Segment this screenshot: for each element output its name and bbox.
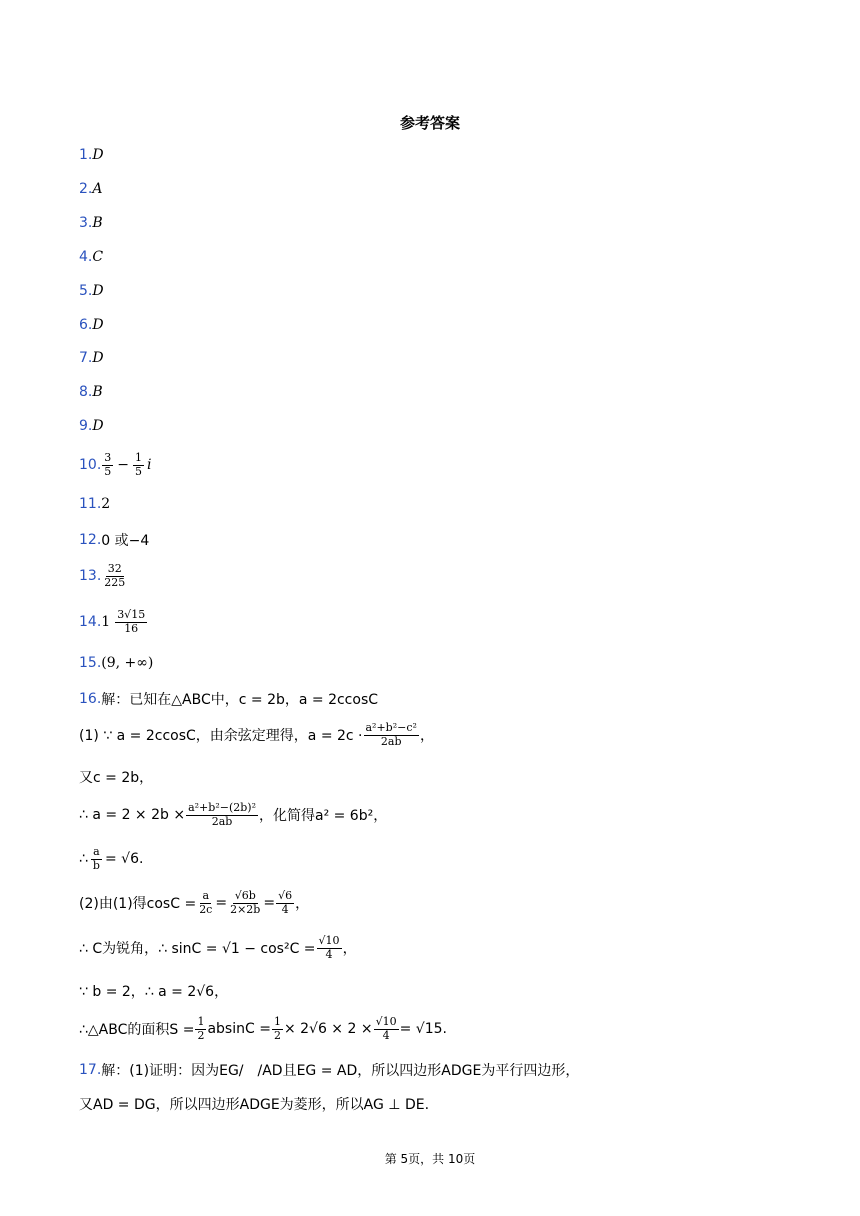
answer-8: 8. B bbox=[79, 384, 103, 400]
answer-16-line6: ∴ C为锐角，∴ sinC = √1 − cos²C = $\frac{√10}{4}$ ， bbox=[79, 934, 357, 961]
answer-16-line1: (1) ∵ a = 2ccosC，由余弦定理得，a = 2c · $\frac{\text{a²+b²−c²}}{2ab}$ ， bbox=[79, 721, 434, 748]
answer-6: 6. D bbox=[79, 317, 104, 333]
answer-3: 3. B bbox=[79, 215, 103, 231]
answer-16-line8: ∴△ABC的面积S = $\frac{1}{2}$ absinC = $\frac{1}{2}$ × 2√6 × 2 × $\frac{√10}{4}$ = √15. bbox=[79, 1015, 447, 1042]
answer-16-line2: 又c = 2b， bbox=[79, 770, 154, 786]
answer-16-line3: ∴ a = 2 × 2b × $\frac{\text{a²+b²−(2b)²}}{2ab}$ ，化简得a² = 6b²， bbox=[79, 801, 388, 828]
answer-1: 1. D bbox=[79, 147, 104, 163]
page-title: 参考答案 bbox=[399, 114, 460, 132]
answer-9: 9. D bbox=[79, 418, 104, 434]
answer-16-line4: ∴ $\frac{a}{b}$ = √6. bbox=[79, 845, 144, 872]
answer-14: 14. 1 $\frac{3√15}{16}$ bbox=[79, 608, 146, 635]
answer-10: 10. $\frac{3}{5}$ − $\frac{1}{5}$ i bbox=[79, 451, 152, 478]
page-footer: 第 5页，共 10页 bbox=[384, 1152, 476, 1166]
answer-17-line1: 17. 解：(1)证明：因为EG/ /AD且EG = AD，所以四边形ADGE为平行四边形， bbox=[79, 1062, 580, 1079]
answer-4: 4. C bbox=[79, 249, 104, 265]
answer-16-line7: ∵ b = 2，∴ a = 2√6， bbox=[79, 984, 229, 1000]
answer-13: 13. $\frac{32}{225}$ bbox=[79, 562, 126, 589]
answer-16-line5: (2)由(1)得cosC = $\frac{a}{2c}$ = $\frac{√6b}{2\times 2b}$ = $\frac{√6}{4}$ ， bbox=[79, 889, 310, 916]
answer-12: 12. 0 或−4 bbox=[79, 532, 150, 549]
answer-15: 15. (9, +∞) bbox=[79, 655, 154, 671]
answer-2: 2. A bbox=[79, 181, 103, 197]
answer-11: 11. 2 bbox=[79, 496, 111, 512]
answer-5: 5. D bbox=[79, 283, 104, 299]
answer-17-line2: 又AD = DG，所以四边形ADGE为菱形，所以AG ⊥ DE. bbox=[79, 1097, 430, 1113]
answer-16-intro: 16. 解：已知在△ABC中，c = 2b，a = 2ccosC bbox=[79, 691, 379, 708]
answer-7: 7. D bbox=[79, 350, 104, 366]
